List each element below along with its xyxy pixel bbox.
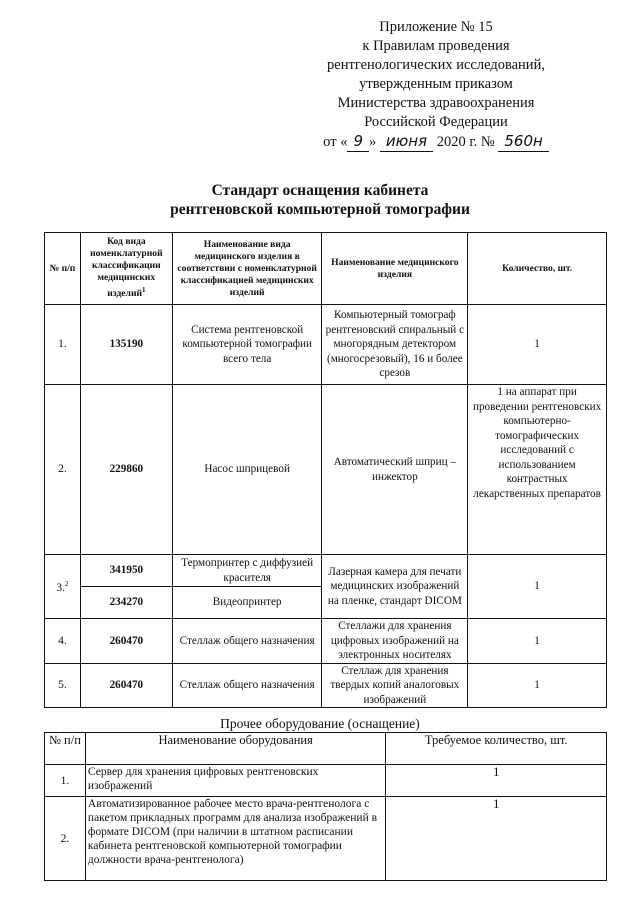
appendix-line: утвержденным приказом <box>359 76 513 92</box>
row-num: 3.$^2$ <box>45 555 81 619</box>
row-code: 135190 <box>80 305 172 385</box>
date-day: 9 <box>347 132 369 152</box>
row-num: 2. <box>45 797 86 881</box>
table-header-row <box>45 233 607 305</box>
row-code: 260470 <box>80 663 172 708</box>
appendix-line: Приложение № 15 <box>379 19 493 35</box>
other-equipment-table <box>44 732 607 881</box>
row-num: 1. <box>45 305 81 385</box>
header-code: Код вида номенклатурной классификации медицинских изделий$^1$ <box>80 233 172 305</box>
row-qty: 1 <box>468 305 607 385</box>
row-type-name: Термопринтер с диффузией красителя <box>172 555 322 587</box>
table-row <box>45 555 607 587</box>
appendix-line: Российской Федерации <box>364 114 508 130</box>
row-num: 1. <box>45 765 86 797</box>
header-qty: Количество, шт. <box>468 233 607 305</box>
date-year: 2020 г. № <box>436 134 495 150</box>
row-type-name: Видеопринтер <box>172 587 322 619</box>
appendix-line: рентгенологических исследований, <box>327 57 545 73</box>
order-number: 560н <box>498 132 548 152</box>
row-qty: 1 <box>468 619 607 664</box>
row-type-name: Стеллаж общего назначения <box>172 663 322 708</box>
title-line-1: Стандарт оснащения кабинета <box>211 182 429 199</box>
header-device-name: Наименование медицинского изделия <box>322 233 468 305</box>
row-qty: 1 <box>386 765 607 797</box>
table-row <box>45 797 607 881</box>
table-row <box>45 305 607 385</box>
row-device-name: Лазерная камера для печати медицинских изображений на пленке, стандарт DICOM <box>322 555 468 619</box>
row-qty: 1 <box>468 663 607 708</box>
row-num: 5. <box>45 663 81 708</box>
row-name: Сервер для хранения цифровых рентгеновских изображений <box>85 765 385 797</box>
row-code: 234270 <box>80 587 172 619</box>
row-device-name: Компьютерный томограф рентгеновский спиральный с многорядным детектором (многосрезовый), 16 и более срезов <box>322 305 468 385</box>
row-qty: 1 <box>386 797 607 881</box>
row-num: 4. <box>45 619 81 664</box>
appendix-line: Министерства здравоохранения <box>337 95 535 111</box>
header-num: № п/п <box>45 233 81 305</box>
row-code: 260470 <box>80 619 172 664</box>
row-qty: 1 <box>468 555 607 619</box>
row-name: Автоматизированное рабочее место врача-рентгенолога с пакетом прикладных программ для анализа изображений в формате DICOM (при наличии в штатном расписании кабинета рентгеновской компьютерной томографии должности врача-рентгенолога) <box>85 797 385 881</box>
other-equipment-title: Прочее оборудование (оснащение) <box>220 716 420 731</box>
row-device-name: Автоматический шприц – инжектор <box>322 385 468 555</box>
appendix-header <box>286 18 586 152</box>
table-header-row <box>45 733 607 765</box>
appendix-line: к Правилам проведения <box>362 38 510 54</box>
date-month: июня <box>380 132 433 152</box>
row-device-name: Стеллаж для хранения твердых копий аналоговых изображений <box>322 663 468 708</box>
header-name: Наименование оборудования <box>85 733 385 765</box>
header-qty: Требуемое количество, шт. <box>386 733 607 765</box>
title-line-2: рентгеновской компьютерной томографии <box>170 201 470 218</box>
row-type-name: Насос шприцевой <box>172 385 322 555</box>
table-row <box>45 663 607 708</box>
row-type-name: Система рентгеновской компьютерной томографии всего тела <box>172 305 322 385</box>
date-prefix: от « <box>323 134 348 150</box>
header-num: № п/п <box>45 733 86 765</box>
appendix-date-line: от « 9 » июня 2020 г. № 560н <box>286 132 586 152</box>
page-title <box>0 181 640 219</box>
row-qty: 1 на аппарат при проведении рентгеновских компьютерно-томографических исследований с использованием контрастных лекарственных препаратов <box>468 385 607 555</box>
row-type-name: Стеллаж общего назначения <box>172 619 322 664</box>
row-device-name: Стеллажи для хранения цифровых изображений на электронных носителях <box>322 619 468 664</box>
table-row <box>45 385 607 555</box>
row-code: 229860 <box>80 385 172 555</box>
table-row <box>45 619 607 664</box>
table-row <box>45 765 607 797</box>
equipment-standard-table <box>44 232 607 708</box>
row-num: 2. <box>45 385 81 555</box>
header-type-name: Наименование вида медицинского изделия в соответствии с номенклатурной классификацией медицинских изделий <box>172 233 322 305</box>
row-code: 341950 <box>80 555 172 587</box>
